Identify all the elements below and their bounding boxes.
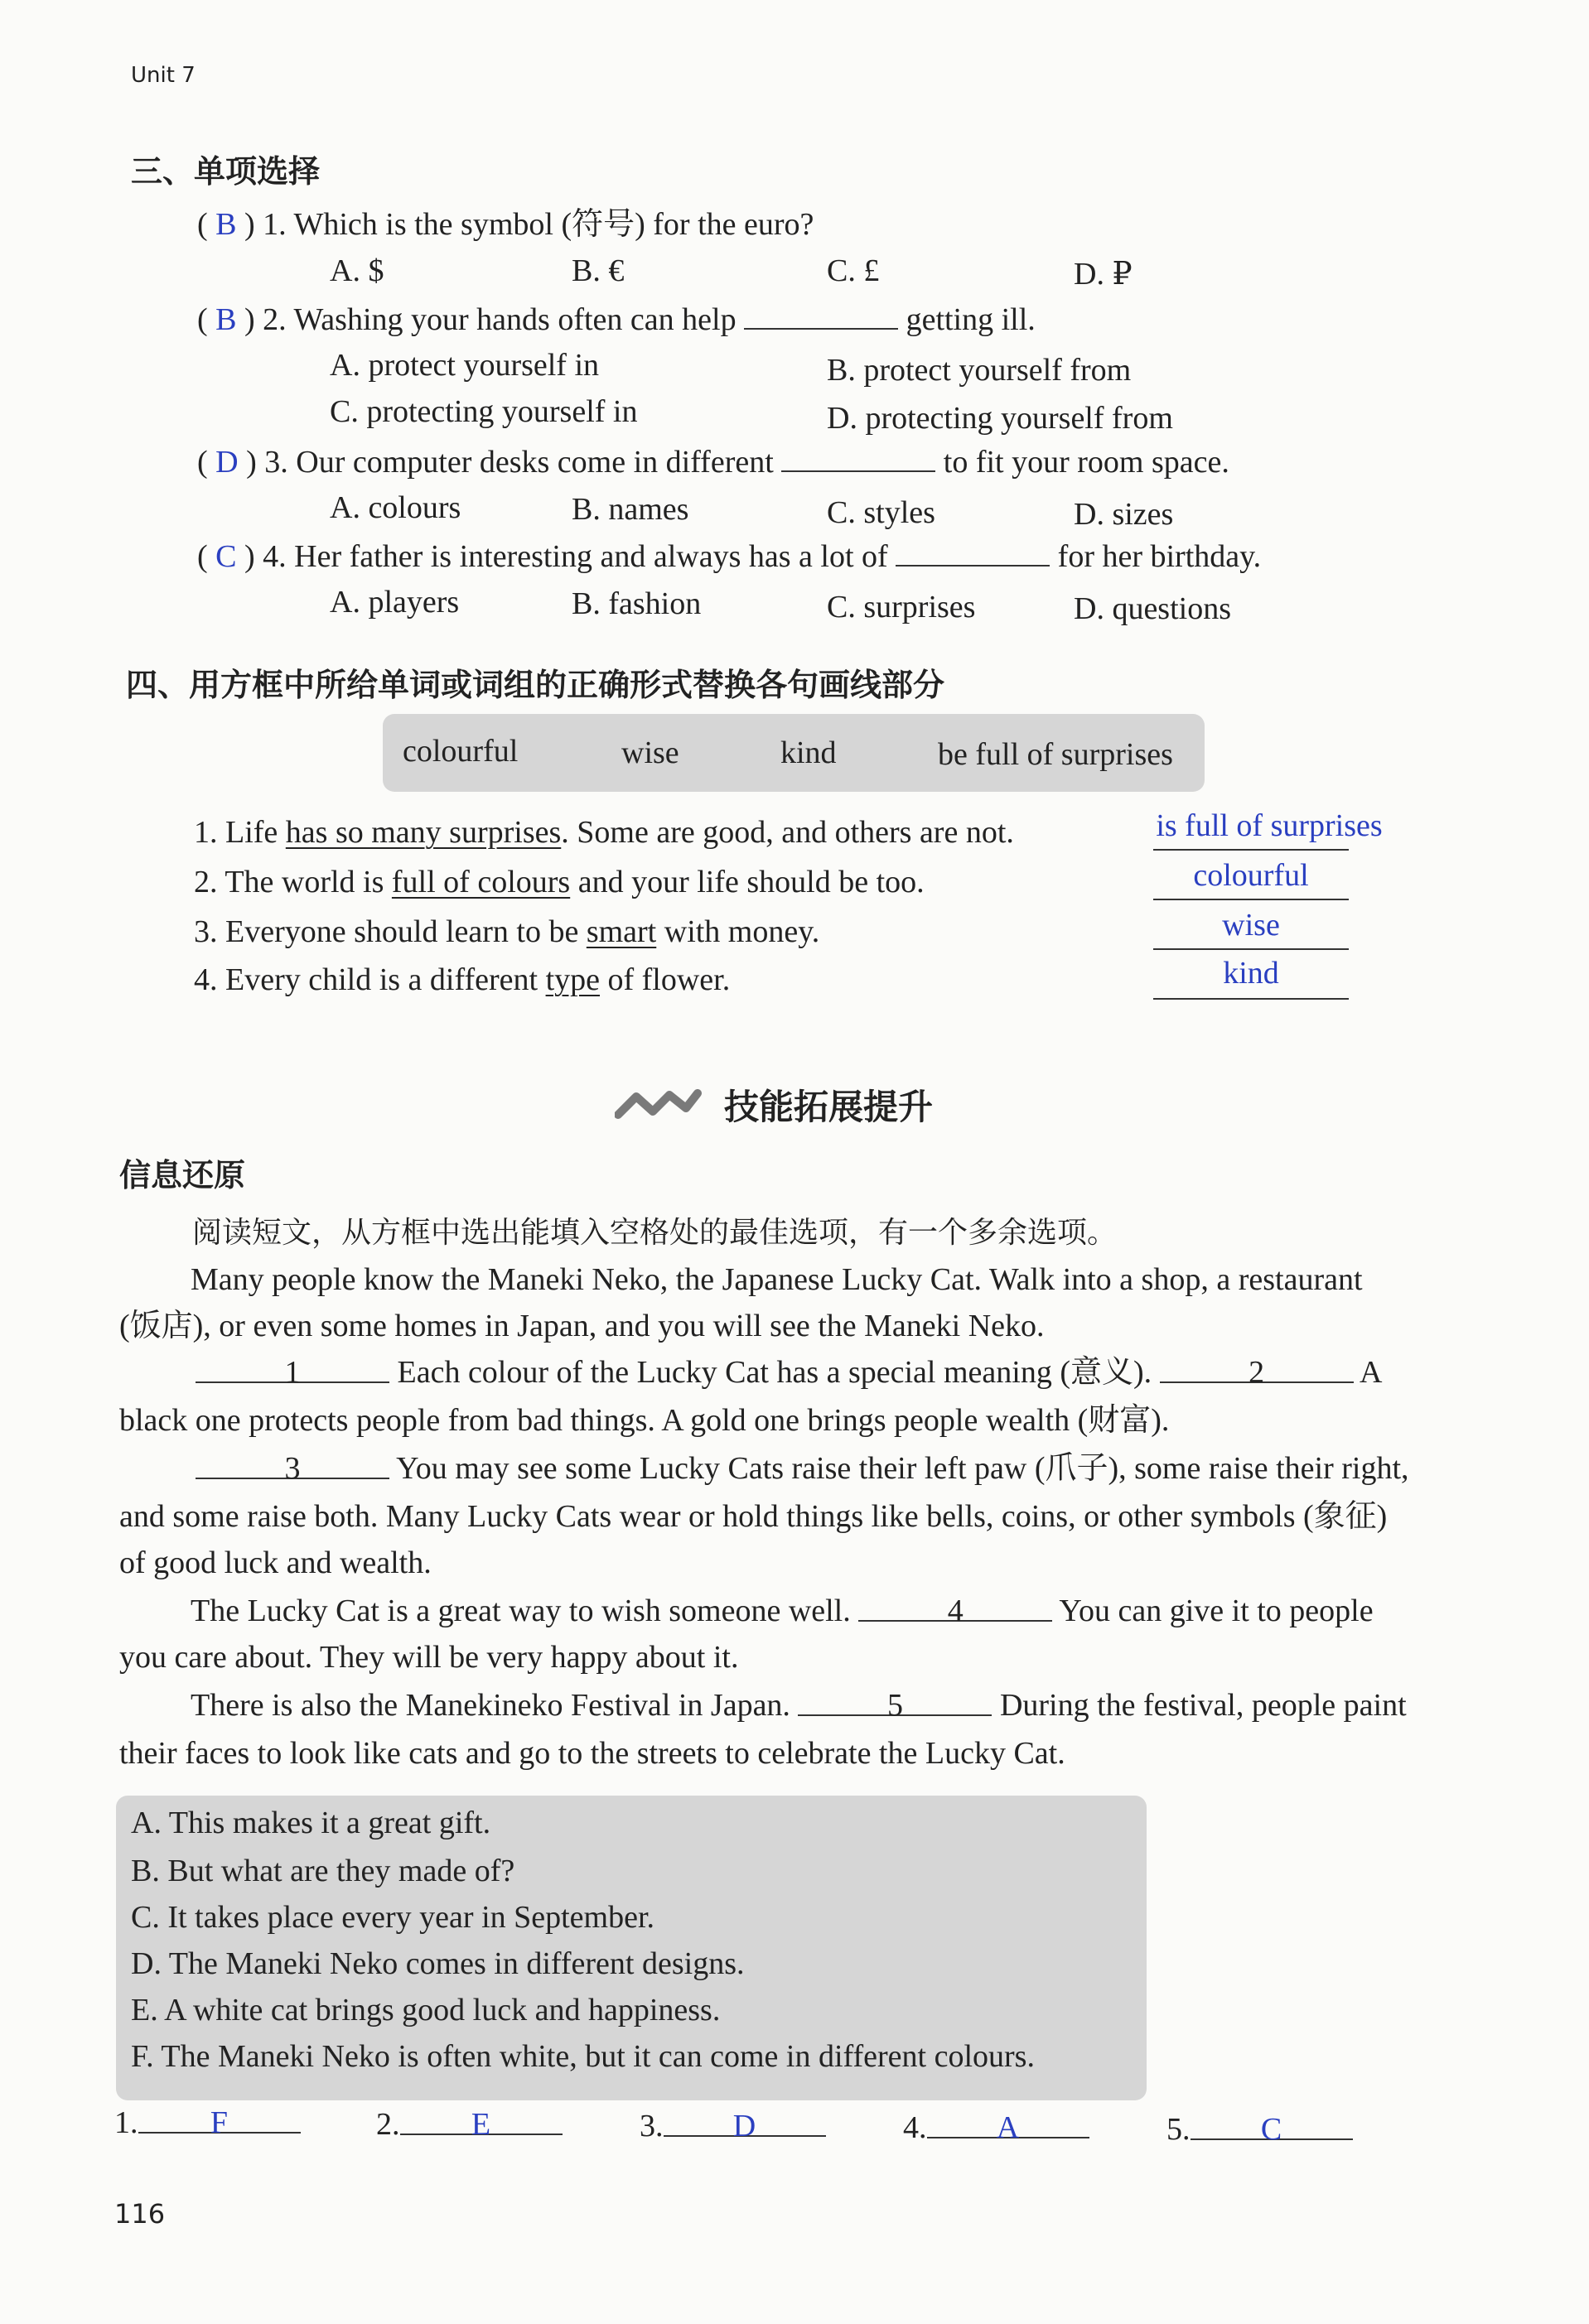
rewrite-sentence-2: [194, 863, 925, 901]
answer-slot-5: [1166, 2110, 1353, 2148]
passage-text: During the festival, people paint: [999, 1688, 1407, 1723]
passage-line: [191, 1592, 1374, 1630]
option: B. protect yourself from: [827, 353, 1132, 388]
gap-3: [196, 1449, 389, 1486]
option: C. protecting yourself in: [330, 394, 638, 429]
sentence-text: 4. Every child is a different: [194, 962, 546, 997]
rewrite-sentence-4: [194, 961, 730, 999]
answer-value: A: [927, 2109, 1089, 2138]
rewrite-sentence-1: [194, 813, 1014, 851]
passage-text: There is also the Manekineko Festival in Japan.: [191, 1688, 790, 1723]
page-number: 116: [114, 2198, 166, 2230]
answer-value: C: [1191, 2110, 1353, 2140]
option: D. questions: [1074, 591, 1231, 626]
gap-2: [1160, 1353, 1354, 1390]
question-3: ( D ) 3. Our computer desks come in different to fit your room space.: [197, 442, 1229, 481]
rewrite-answer-3: wise: [1222, 908, 1280, 943]
option-e: E. A white cat brings good luck and happiness.: [131, 1993, 721, 2027]
gap-1: [196, 1353, 389, 1390]
answer-number: 3.: [640, 2109, 664, 2143]
answer-value: D: [664, 2107, 826, 2137]
question-stem: 1. Which is the symbol (符号) for the euro?: [263, 207, 814, 242]
passage-line: black one protects people from bad things. A gold one brings people wealth (财富).: [119, 1403, 1170, 1438]
blank: [896, 537, 1050, 567]
option-c: C. It takes place every year in September.: [131, 1900, 655, 1935]
gap-number: 1: [284, 1355, 301, 1390]
answer-line: [1153, 899, 1349, 900]
option: D. protecting yourself from: [827, 401, 1173, 436]
gap-number: 4: [947, 1594, 964, 1628]
option-b: B. But what are they made of?: [131, 1854, 515, 1888]
answer-number: 2.: [376, 2107, 400, 2142]
option: C. surprises: [827, 590, 976, 624]
question-stem: getting ill.: [906, 302, 1036, 337]
sentence-text: 3. Everyone should learn to be: [194, 914, 587, 949]
rewrite-answer-4: kind: [1223, 956, 1279, 991]
passage-text: You can give it to people: [1059, 1594, 1374, 1628]
question-stem: for her birthday.: [1057, 539, 1262, 574]
passage-line: [196, 1353, 1383, 1391]
question-stem: 4. Her father is interesting and always has a lot of: [263, 539, 888, 574]
underlined-phrase: type: [545, 962, 600, 997]
passage-text: A: [1360, 1355, 1383, 1390]
option-d: D. The Maneki Neko comes in different designs.: [131, 1946, 745, 1981]
answer-q1: B: [215, 207, 237, 242]
passage-line: [196, 1449, 1409, 1487]
passage-line: of good luck and wealth.: [119, 1545, 432, 1580]
underlined-phrase: has so many surprises: [285, 815, 562, 850]
passage-line: (饭店), or even some homes in Japan, and you will see the Maneki Neko.: [119, 1309, 1045, 1343]
word-box-item: be full of surprises: [938, 737, 1173, 772]
subsection-title: 信息还原: [119, 1157, 246, 1193]
question-2: ( B ) 2. Washing your hands often can help getting ill.: [197, 300, 1036, 339]
answer-slot-4: [903, 2109, 1089, 2147]
gap-number: 2: [1248, 1355, 1265, 1390]
question-4: ( C ) 4. Her father is interesting and always has a lot of for her birthday.: [197, 537, 1261, 576]
sentence-text: 2. The world is: [194, 865, 392, 899]
answer-value: F: [138, 2104, 301, 2134]
section4-title: 四、用方框中所给单词或词组的正确形式替换各句画线部分: [126, 667, 945, 703]
option: B. fashion: [572, 586, 702, 621]
question-stem: 3. Our computer desks come in different: [264, 445, 774, 480]
word-box-item: colourful: [403, 734, 519, 769]
passage-text: You may see some Lucky Cats raise their left paw (爪子), some raise their right,: [396, 1451, 1409, 1486]
passage-line: Many people know the Maneki Neko, the Japanese Lucky Cat. Walk into a shop, a restaurant: [191, 1262, 1363, 1297]
answer-q4: C: [215, 539, 237, 574]
answer-q2: B: [215, 302, 237, 337]
passage-text: Each colour of the Lucky Cat has a special meaning (意义).: [397, 1355, 1152, 1390]
answer-q3: D: [215, 445, 239, 480]
question-1: ( B ) 1. Which is the symbol (符号) for the euro?: [197, 207, 814, 242]
option: B. €: [572, 253, 625, 288]
gap-4: [858, 1592, 1052, 1628]
option: D. ₽: [1074, 257, 1133, 292]
blank: [744, 300, 898, 330]
option: A. colours: [330, 490, 461, 525]
option: B. names: [572, 492, 689, 527]
sentence-text: and your life should be too.: [570, 865, 925, 899]
blank: [781, 442, 935, 472]
answer-line: [1153, 849, 1349, 851]
answer-slot-3: [640, 2107, 826, 2145]
passage-line: you care about. They will be very happy about it.: [119, 1640, 739, 1675]
passage-text: The Lucky Cat is a great way to wish someone well.: [191, 1594, 851, 1628]
banner-title: 技能拓展提升: [724, 1087, 934, 1127]
answer-number: 1.: [114, 2105, 138, 2140]
gap-number: 3: [284, 1451, 301, 1486]
option: A. protect yourself in: [330, 348, 600, 383]
option: D. sizes: [1074, 497, 1174, 532]
sentence-text: of flower.: [600, 962, 731, 997]
word-box-item: kind: [780, 735, 837, 770]
option: C. styles: [827, 495, 935, 530]
gap-5: [798, 1686, 992, 1723]
answer-number: 4.: [903, 2110, 927, 2145]
rewrite-sentence-3: [194, 913, 819, 951]
answer-number: 5.: [1166, 2112, 1191, 2147]
answer-line: [1153, 948, 1349, 950]
section3-title: 三、单项选择: [131, 153, 321, 190]
trend-arrow-icon: [615, 1085, 703, 1121]
sentence-text: with money.: [656, 914, 820, 949]
option: A. $: [330, 253, 384, 288]
unit-label: Unit 7: [131, 63, 196, 88]
passage-line: their faces to look like cats and go to the streets to celebrate the Lucky Cat.: [119, 1736, 1065, 1771]
option: C. £: [827, 253, 880, 288]
passage-line: [191, 1686, 1407, 1724]
instruction: 阅读短文，从方框中选出能填入空格处的最佳选项，有一个多余选项。: [192, 1216, 1118, 1250]
underlined-phrase: full of colours: [391, 865, 571, 899]
option-f: F. The Maneki Neko is often white, but it can come in different colours.: [131, 2039, 1035, 2074]
sentence-text: . Some are good, and others are not.: [561, 815, 1014, 850]
option: A. players: [330, 585, 460, 620]
gap-number: 5: [886, 1688, 903, 1723]
sentence-text: 1. Life: [194, 815, 286, 850]
word-box-item: wise: [621, 735, 679, 770]
passage-line: and some raise both. Many Lucky Cats wear or hold things like bells, coins, or other symbols (象征): [119, 1499, 1388, 1534]
answer-slot-2: [376, 2105, 563, 2143]
rewrite-answer-2: colourful: [1193, 858, 1309, 893]
answer-slot-1: [114, 2104, 301, 2142]
question-stem: to fit your room space.: [943, 445, 1229, 480]
question-stem: 2. Washing your hands often can help: [263, 302, 737, 337]
rewrite-answer-1: is full of surprises: [1156, 808, 1383, 843]
answer-line: [1153, 998, 1349, 1000]
option-a: A. This makes it a great gift.: [131, 1806, 491, 1840]
answer-value: E: [400, 2105, 563, 2135]
underlined-phrase: smart: [586, 914, 657, 949]
